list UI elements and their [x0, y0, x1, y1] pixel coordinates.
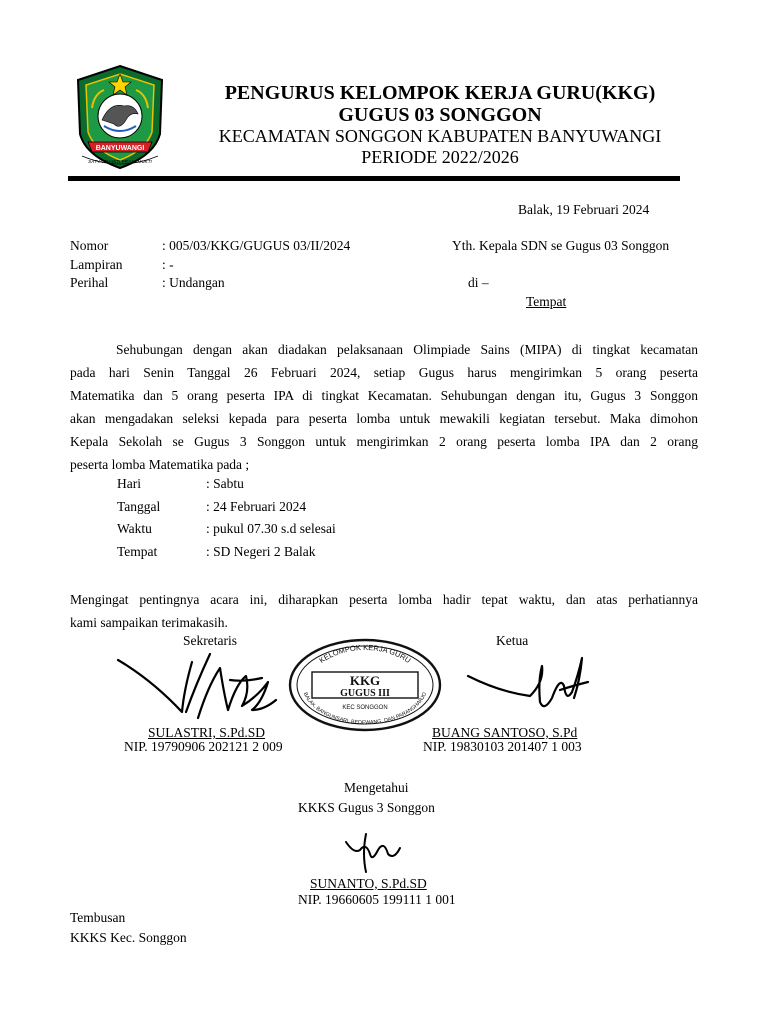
acknowledged-name: SUNANTO, S.Pd.SD [310, 876, 427, 891]
meta-label-perihal: Perihal [70, 275, 109, 290]
logo-motto-text: SATYA BHAKTI PRAJA MUKTI [88, 159, 152, 164]
acknowledged-line-1: Mengetahui [344, 780, 409, 795]
schedule-label-date: Tanggal [117, 499, 161, 514]
cc-item: KKKS Kec. Songgon [70, 930, 187, 945]
date-line: Balak, 19 Februari 2024 [518, 202, 650, 217]
body-line: peserta lomba Matematika pada ; [70, 457, 250, 472]
schedule-value-time: : pukul 07.30 s.d selesai [206, 521, 336, 536]
chair-role: Ketua [496, 633, 529, 648]
stamp-small: KEC SONGGON [342, 705, 388, 711]
closing-paragraph [70, 588, 698, 634]
schedule-value-date: : 24 Februari 2024 [206, 499, 307, 514]
header-line-3: KECAMATAN SONGGON KABUPATEN BANYUWANGI [218, 126, 662, 146]
cc-title: Tembusan [70, 910, 126, 925]
acknowledged-line-2: KKKS Gugus 3 Songgon [298, 800, 435, 815]
chair-nip: NIP. 19830103 201407 1 003 [423, 739, 582, 754]
body-line: Sehubungan dengan akan diadakan pelaksanaan Olimpiade Sains (MIPA) di tingkat kecamatan [116, 342, 698, 357]
body-line: Kepala Sekolah se Gugus 3 Songgon untuk mengirimkan 2 orang peserta lomba IPA dan 2 orang [70, 434, 698, 449]
schedule-label-time: Waktu [117, 521, 152, 536]
header-line-2: GUGUS 03 SONGGON [338, 104, 542, 126]
closing-line: kami sampaikan terimakasih. [70, 615, 228, 630]
svg-text:KELOMPOK KERJA GURU [318, 643, 413, 665]
stamp-subtitle: GUGUS III [340, 688, 390, 699]
secretary-signature [112, 640, 282, 730]
stamp-top-arc: KELOMPOK KERJA GURU [317, 642, 413, 665]
body-paragraph [70, 338, 698, 476]
schedule-value-place: : SD Negeri 2 Balak [206, 544, 316, 559]
schedule-value-day: : Sabtu [206, 476, 244, 491]
principal-signature [340, 820, 440, 880]
recipient-to: Yth. Kepala SDN se Gugus 03 Songgon [452, 238, 670, 253]
chair-name: BUANG SANTOSO, S.Pd [432, 725, 578, 740]
body-line: pada hari Senin Tanggal 26 Februari 2024, setiap Gugus harus mengirimkan 5 orang peserta [70, 365, 698, 380]
meta-label-nomor: Nomor [70, 238, 109, 253]
recipient-di: di – [468, 275, 489, 290]
body-line: Matematika dan 5 orang peserta IPA di tingkat Kecamatan. Sehubungan dengan itu, Gugus 3 Songgon [70, 388, 698, 403]
closing-line: Mengingat pentingnya acara ini, diharapkan peserta lomba hadir tepat waktu, dan atas perhatiannya [70, 592, 698, 607]
stamp-title: KKG [349, 673, 381, 688]
meta-value-lampiran: : - [162, 257, 174, 272]
logo-ribbon-text: BANYUWANGI [95, 145, 145, 152]
secretary-nip: NIP. 19790906 202121 2 009 [124, 739, 283, 754]
chair-signature [460, 646, 600, 726]
organization-stamp [288, 638, 442, 732]
header-line-1: PENGURUS KELOMPOK KERJA GURU(KKG) [224, 82, 656, 104]
header-line-4: PERIODE 2022/2026 [361, 147, 519, 167]
meta-value-perihal: : Undangan [162, 275, 225, 290]
acknowledged-nip: NIP. 19660605 199111 1 001 [298, 892, 456, 907]
regency-logo [74, 64, 166, 172]
recipient-place: Tempat [526, 294, 567, 309]
schedule-label-place: Tempat [117, 544, 158, 559]
secretary-name: SULASTRI, S.Pd.SD [148, 725, 266, 740]
stamp-bottom-arc: BALAK, BANGUNSARI, BEDEWANG, DAN PARANGHARJO [301, 691, 429, 727]
meta-label-lampiran: Lampiran [70, 257, 123, 272]
secretary-role: Sekretaris [183, 633, 237, 648]
meta-value-nomor: : 005/03/KKG/GUGUS 03/II/2024 [162, 238, 351, 253]
header-divider [68, 176, 680, 181]
body-line: akan mengadakan seleksi kepada para peserta lomba untuk mewakili kegiatan tersebut. Maka dimohon [70, 411, 698, 426]
schedule-label-day: Hari [117, 476, 141, 491]
